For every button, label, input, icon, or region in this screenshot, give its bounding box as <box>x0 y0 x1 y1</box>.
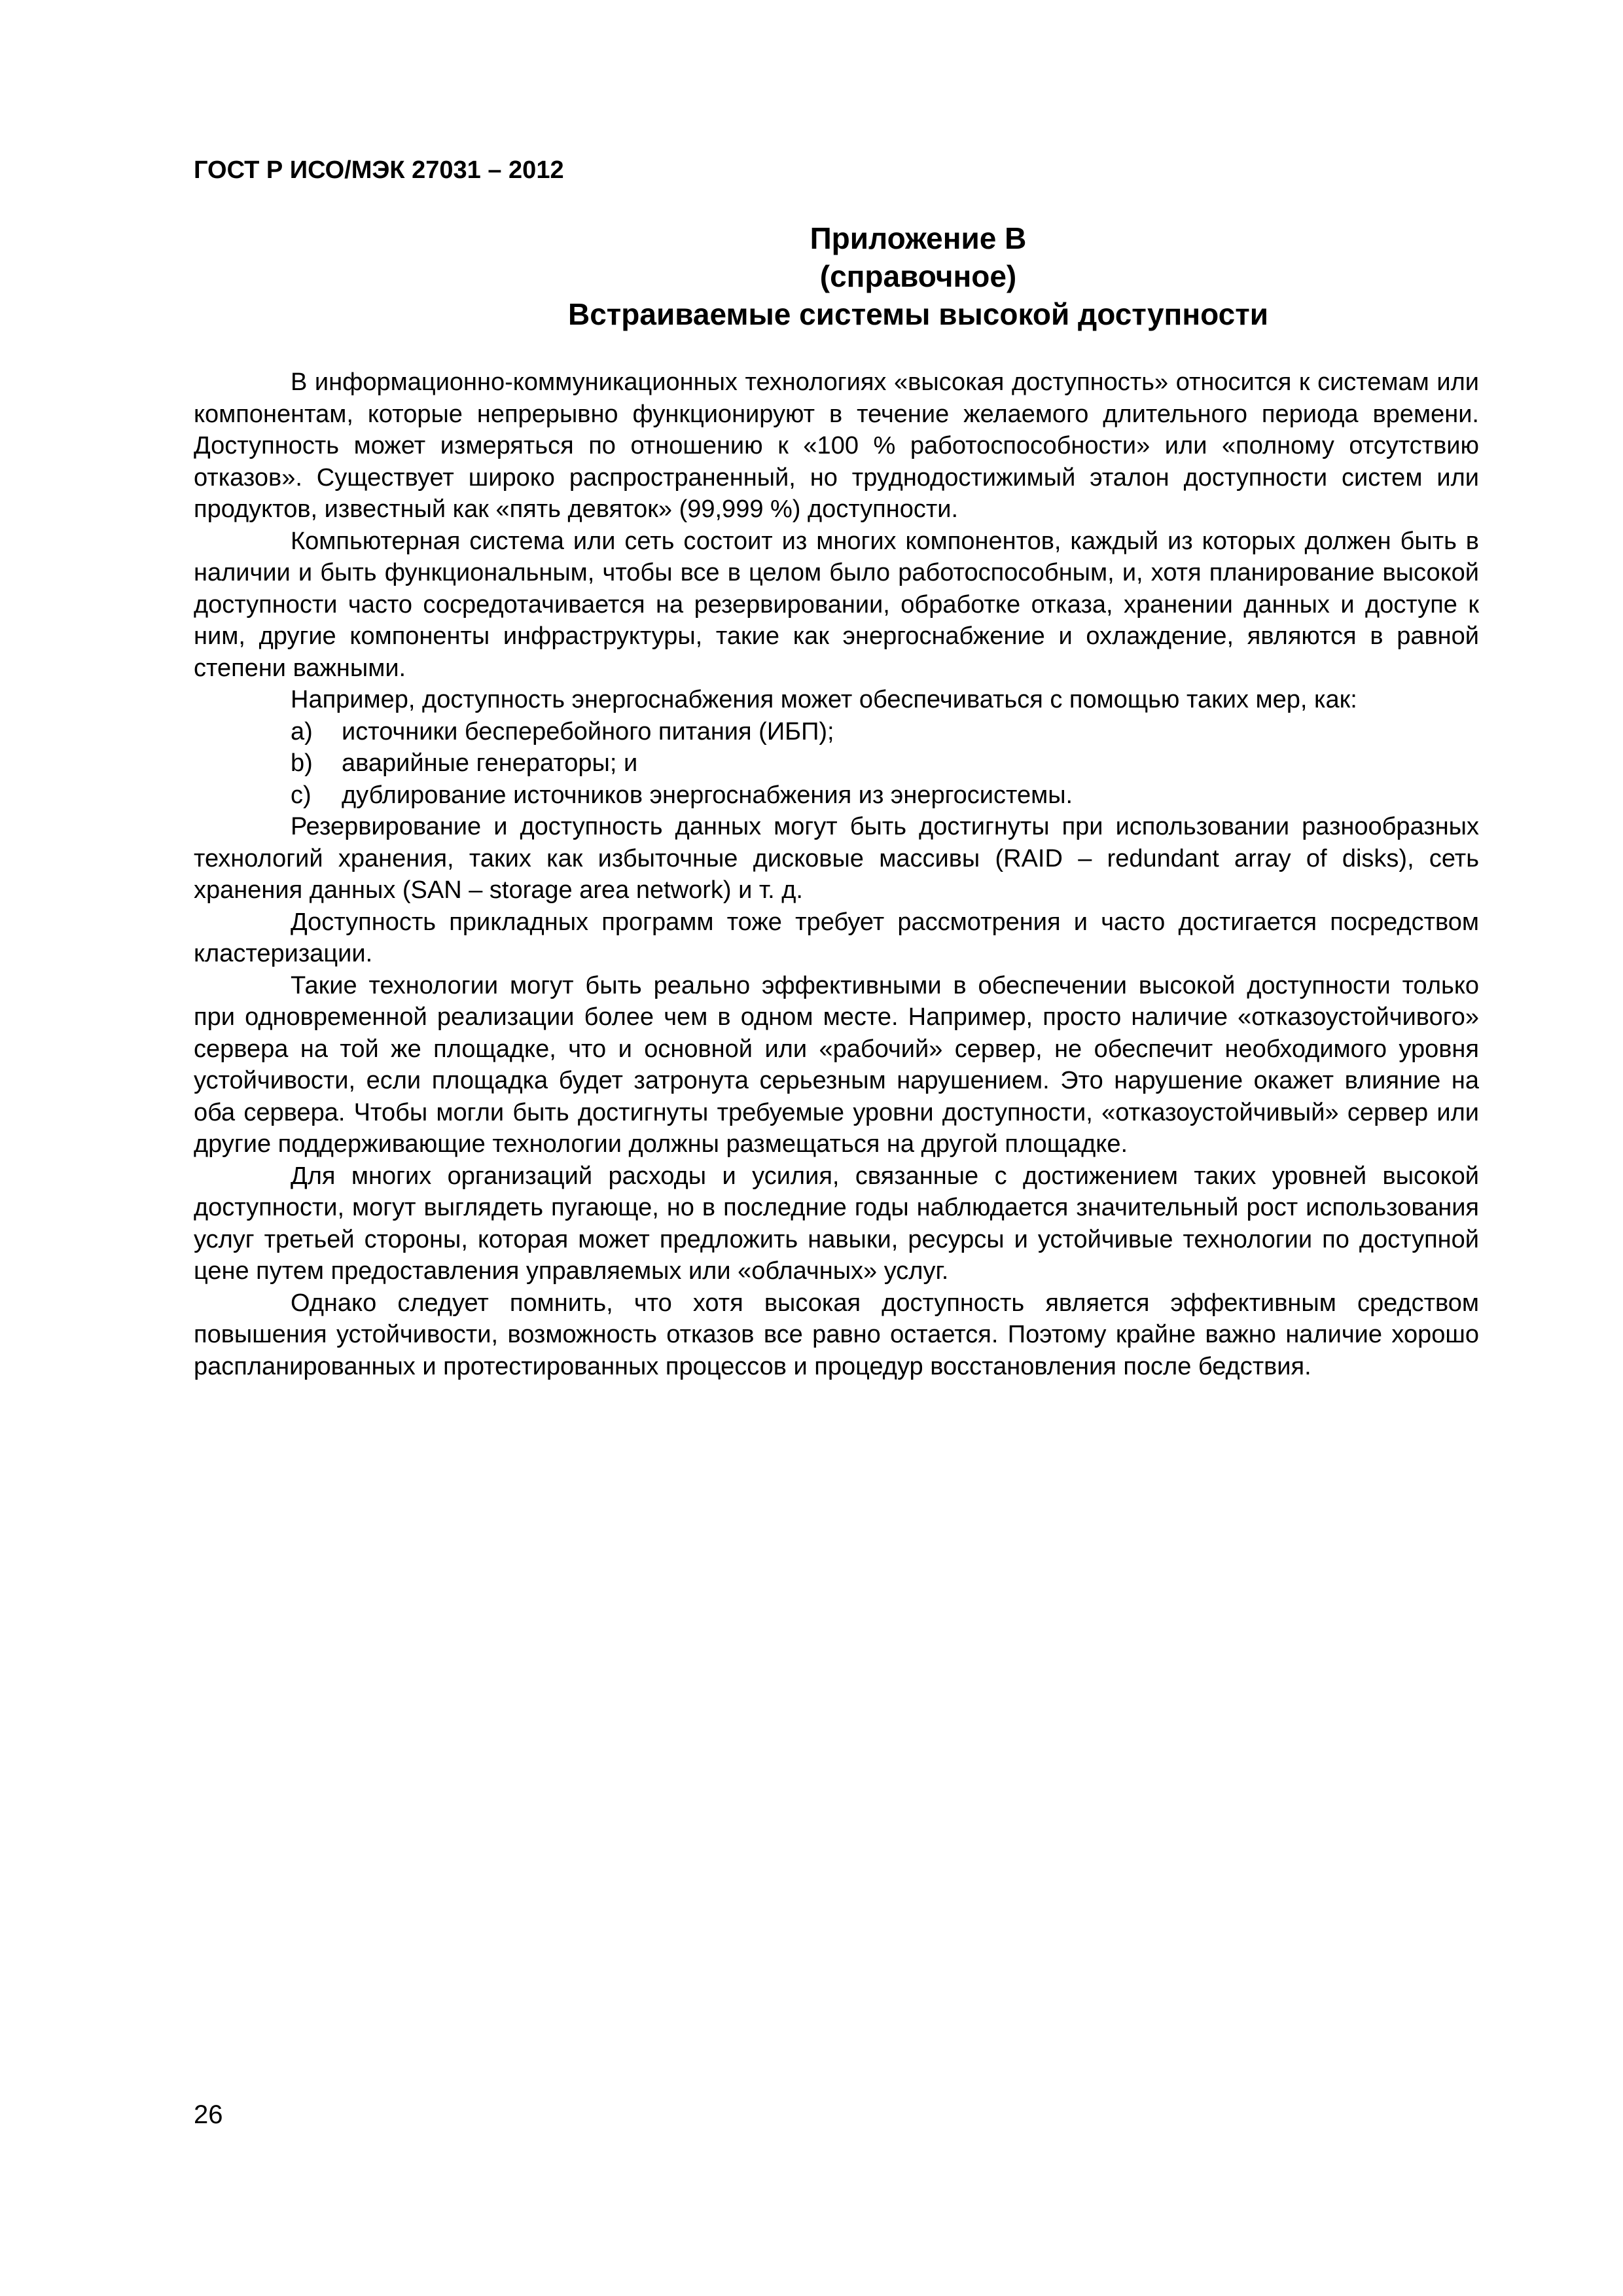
standard-code-header: ГОСТ Р ИСО/МЭК 27031 – 2012 <box>194 156 564 184</box>
paragraph: Однако следует помнить, что хотя высокая доступность является эффективным средством повышения устойчивости, возможность отказов все равно остается. Поэтому крайне важно наличие хорошо распланированных и протестированных процессов и процедур восстановления после бедствия. <box>194 1289 1479 1380</box>
list-item-text: источники бесперебойного питания (ИБП); <box>342 717 834 745</box>
paragraph: Такие технологии могут быть реально эффективными в обеспечении высокой доступности только при одновременной реализации более чем в одном месте. Например, просто наличие «отказоустойчивого» сервера на той же площадке, что и основной или «рабочий» сервер, не обеспечит необходимого уровня устойчивости, если площадка будет затронута серьезным нарушением. Это нарушение окажет влияние на оба сервера. Чтобы могли быть достигнуты требуемые уровни доступности, «отказоустойчивый» сервер или другие поддерживающие технологии должны размещаться на другой площадке. <box>194 971 1479 1158</box>
list-item-text: аварийные генераторы; и <box>342 749 638 777</box>
paragraph: Например, доступность энергоснабжения может обеспечиваться с помощью таких мер, как: <box>291 686 1357 713</box>
body-text <box>194 367 1479 1382</box>
list-marker: a) <box>291 717 313 745</box>
appendix-label: Приложение В <box>810 221 1027 255</box>
power-measures-list <box>194 716 1479 812</box>
appendix-title <box>194 219 1479 333</box>
list-item <box>194 780 1479 812</box>
list-item <box>194 747 1479 780</box>
paragraph: Компьютерная система или сеть состоит из многих компонентов, каждый из которых должен быть в наличии и быть функциональным, чтобы все в целом было работоспособным, и, хотя планирование высокой доступности часто сосредотачивается на резервировании, обработке отказа, хранении данных и доступе к ним, другие компоненты инфраструктуры, такие как энергоснабжение и охлаждение, являются в равной степени важными. <box>194 527 1479 682</box>
list-marker: c) <box>291 781 312 809</box>
list-item-text: дублирование источников энергоснабжения из энергосистемы. <box>342 781 1073 809</box>
list-marker: b) <box>291 749 313 777</box>
appendix-type: (справочное) <box>819 259 1017 293</box>
paragraph: Для многих организаций расходы и усилия, связанные с достижением таких уровней высокой доступности, могут выглядеть пугающе, но в последние годы наблюдается значительный рост использования услуг третьей стороны, которая может предложить навыки, ресурсы и устойчивые технологии по доступной цене путем предоставления управляемых или «облачных» услуг. <box>194 1162 1479 1285</box>
paragraph: Резервирование и доступность данных могут быть достигнуты при использовании разнообразных технологий хранения, таких как избыточные дисковые массивы (RAID – redundant array of disks), сеть хранения данных (SAN – storage area network) и т. д. <box>194 813 1479 904</box>
paragraph: В информационно-коммуникационных технологиях «высокая доступность» относится к системам или компонентам, которые непрерывно функционируют в течение желаемого длительного периода времени. Доступность может измеряться по отношению к «100 % работоспособности» или «полному отсутствию отказов». Существует широко распространенный, но труднодостижимый эталон доступности систем или продуктов, известный как «пять девяток» (99,999 %) доступности. <box>194 368 1479 523</box>
appendix-heading: Встраиваемые системы высокой доступности <box>567 297 1269 331</box>
paragraph: Доступность прикладных программ тоже требует рассмотрения и часто достигается посредством кластеризации. <box>194 908 1479 967</box>
list-item <box>194 716 1479 748</box>
page-number: 26 <box>194 2100 223 2129</box>
